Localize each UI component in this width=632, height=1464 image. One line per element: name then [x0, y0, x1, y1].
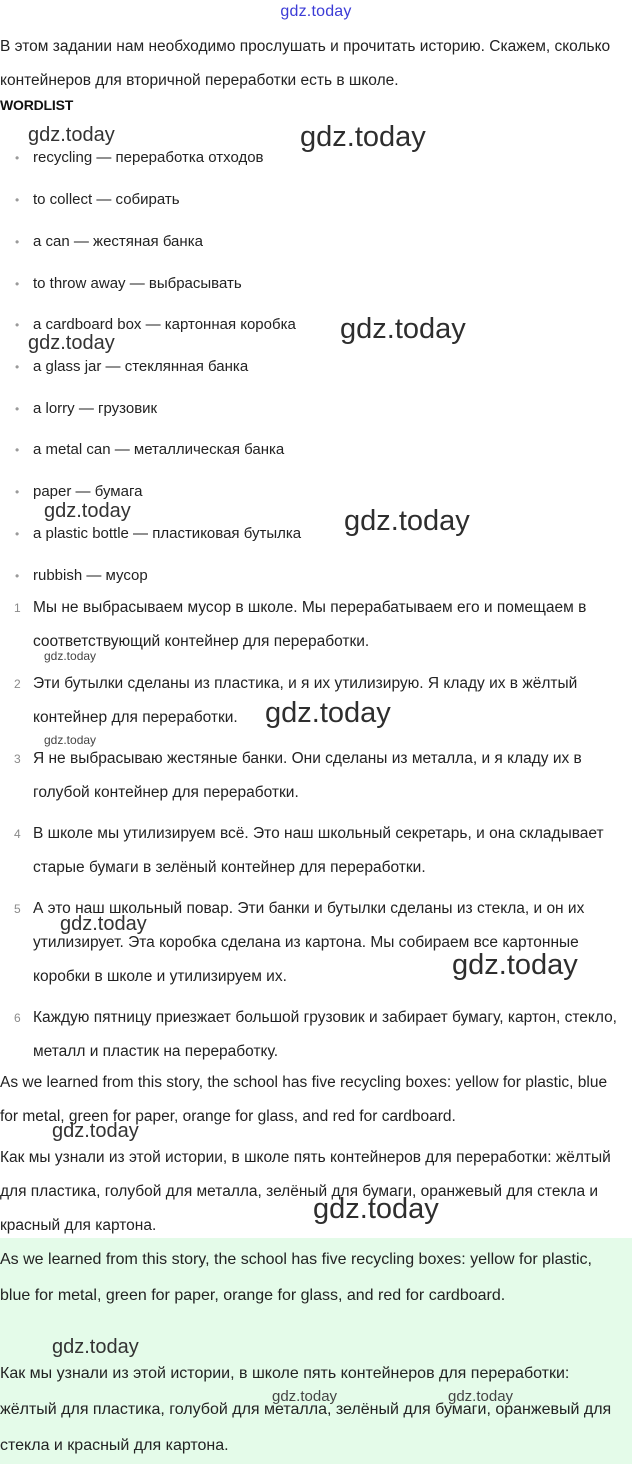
bullet-icon: •: [15, 485, 20, 499]
watermark: gdz.today: [448, 1388, 514, 1405]
wordlist-item-text: a metal can — металлическая банка: [33, 441, 285, 458]
story-number: 4: [14, 827, 21, 841]
conclusion-russian: Как мы узнали из этой истории, в школе пять контейнеров для переработки: жёлтый для пластика, голубой для металла, зелёный для бумаги, оранжевый для стекла и красный для картона.: [0, 1149, 611, 1234]
wordlist-item: [15, 399, 157, 419]
watermark: gdz.today: [60, 913, 147, 935]
wordlist-item-text: a plastic bottle — пластиковая бутылка: [33, 525, 302, 542]
conclusion-english: As we learned from this story, the school has five recycling boxes: yellow for plastic, blue for metal, green for paper, orange for glass, and red for cardboard.: [0, 1074, 608, 1125]
bullet-icon: •: [15, 527, 20, 541]
wordlist-item-text: paper — бумага: [33, 483, 143, 500]
wordlist-item-text: a can — жестяная банка: [33, 233, 203, 250]
bullet-icon: •: [15, 569, 20, 583]
watermark: gdz.today: [44, 649, 97, 663]
watermark: gdz.today: [28, 332, 115, 354]
story-number: 6: [14, 1011, 21, 1025]
answer-english: As we learned from this story, the school has five recycling boxes: yellow for plastic, blue for metal, green for paper, orange for glass, and red for cardboard.: [0, 1251, 592, 1304]
wordlist-item-text: a lorry — грузовик: [33, 400, 158, 417]
story-item: [14, 591, 630, 659]
site-logo[interactable]: gdz.today: [280, 3, 352, 20]
wordlist-item-text: recycling — переработка отходов: [33, 149, 264, 166]
watermark: gdz.today: [272, 1388, 338, 1405]
story-text: А это наш школьный повар. Эти банки и бутылки сделаны из стекла, и он их утилизирует. Эта коробка сделана из картона. Мы собираем все картонные коробки в школе и утилизируем их.: [33, 900, 585, 985]
wordlist-item: [15, 524, 301, 544]
story-text: Эти бутылки сделаны из пластика, и я их утилизирую. Я кладу их в жёлтый контейнер для переработки.: [33, 675, 578, 726]
story-text: Каждую пятницу приезжает большой грузовик и забирает бумагу, картон, стекло, металл и пластик на переработку.: [33, 1009, 617, 1060]
bullet-icon: •: [15, 277, 20, 291]
wordlist-item: [15, 148, 264, 168]
watermark: gdz.today: [300, 121, 426, 153]
story-item: [14, 742, 630, 810]
story-number: 5: [14, 902, 21, 916]
bullet-icon: •: [15, 402, 20, 416]
wordlist-item: [15, 482, 142, 502]
story-text: Мы не выбрасываем мусор в школе. Мы перерабатываем его и помещаем в соответствующий контейнер для переработки.: [33, 599, 587, 650]
wordlist-item-text: rubbish — мусор: [33, 567, 148, 584]
bullet-icon: •: [15, 443, 20, 457]
watermark: gdz.today: [44, 500, 131, 522]
watermark: gdz.today: [344, 505, 470, 537]
wordlist-item-text: to collect — собирать: [33, 191, 180, 208]
watermark: gdz.today: [340, 313, 466, 345]
wordlist-item: [15, 232, 203, 252]
story-text: Я не выбрасываю жестяные банки. Они сделаны из металла, и я кладу их в голубой контейнер для переработки.: [33, 750, 582, 801]
intro-text: В этом задании нам необходимо прослушать и прочитать историю. Скажем, сколько контейнеров для вторичной переработки есть в школе.: [0, 38, 611, 89]
bullet-icon: •: [15, 193, 20, 207]
wordlist-item: [15, 357, 248, 377]
story-item: [14, 1001, 630, 1069]
watermark: gdz.today: [44, 733, 97, 747]
wordlist-item-text: to throw away — выбрасывать: [33, 275, 242, 292]
watermark: gdz.today: [265, 697, 391, 729]
wordlist-item-text: a cardboard box — картонная коробка: [33, 316, 296, 333]
watermark: gdz.today: [52, 1336, 139, 1358]
wordlist-item: [15, 190, 180, 210]
bullet-icon: •: [15, 318, 20, 332]
wordlist-item-text: a glass jar — стеклянная банка: [33, 358, 249, 375]
story-number: 1: [14, 601, 21, 615]
bullet-icon: •: [15, 151, 20, 165]
story-item: [14, 817, 630, 885]
watermark: gdz.today: [28, 124, 115, 146]
wordlist-item: [15, 566, 148, 586]
watermark: gdz.today: [452, 949, 578, 981]
story-text: В школе мы утилизируем всё. Это наш школьный секретарь, и она складывает старые бумаги в зелёный контейнер для переработки.: [33, 825, 604, 876]
wordlist-item: [15, 274, 242, 294]
story-number: 3: [14, 752, 21, 766]
watermark: gdz.today: [52, 1120, 139, 1142]
answer-russian: Как мы узнали из этой истории, в школе пять контейнеров для переработки: жёлтый для пластика, голубой для металла, зелёный для бумаги, оранжевый для стекла и красный для картона.: [0, 1365, 612, 1454]
story-number: 2: [14, 677, 21, 691]
bullet-icon: •: [15, 360, 20, 374]
bullet-icon: •: [15, 235, 20, 249]
wordlist-heading: WORDLIST: [0, 97, 74, 113]
wordlist-item: [15, 440, 284, 460]
watermark: gdz.today: [313, 1193, 439, 1225]
